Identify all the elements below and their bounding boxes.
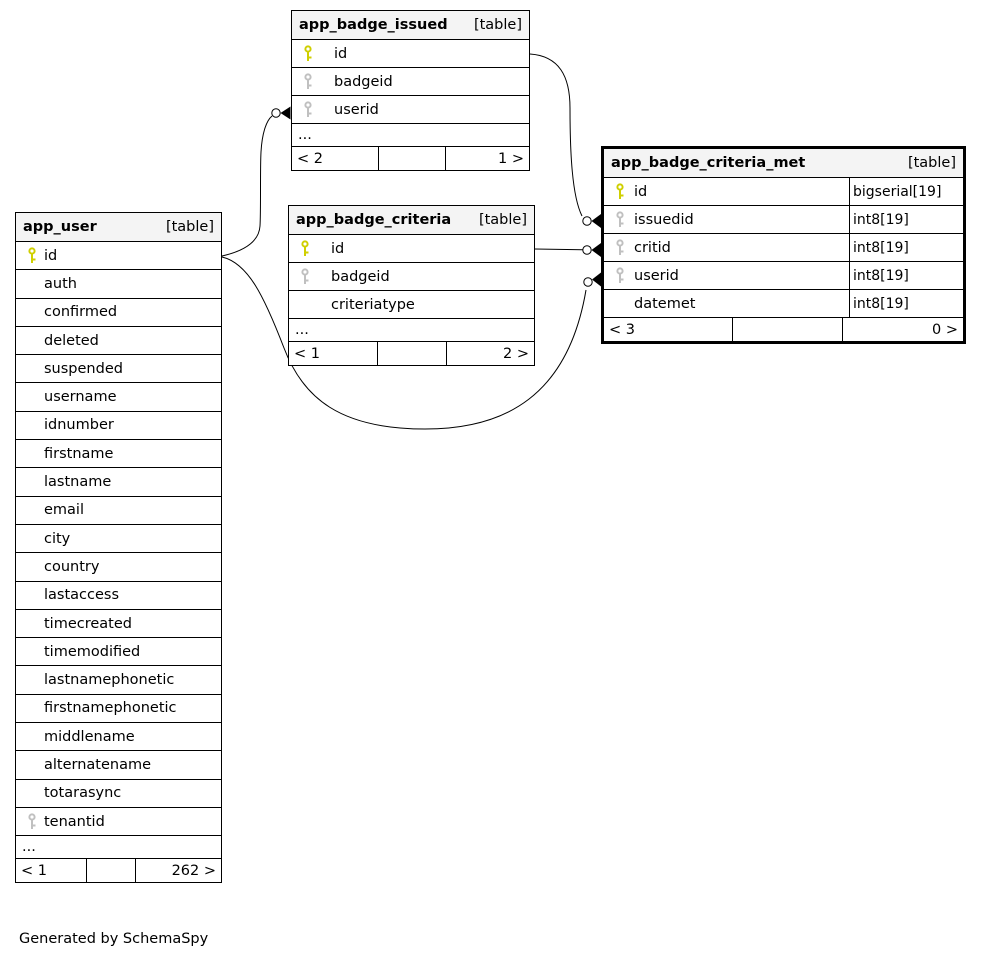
primary-key-icon [24, 247, 40, 264]
relationship-criteria-to-criteria-met [535, 243, 601, 257]
column-row [16, 496, 221, 524]
column-row [16, 581, 221, 609]
column-name: badgeid [331, 268, 390, 285]
no-key-spacer [24, 304, 40, 321]
column-name: id [634, 183, 648, 200]
column-row [16, 779, 221, 807]
column-row [16, 269, 221, 297]
column-name: firstnamephonetic [44, 700, 177, 717]
relationship-line [530, 54, 582, 216]
column-name: middlename [44, 728, 135, 745]
column-name: city [44, 530, 71, 547]
column-row [16, 524, 221, 552]
no-key-spacer [24, 643, 40, 660]
parent-count: < 1 [294, 345, 320, 362]
column-name: country [44, 558, 100, 575]
zero-marker [272, 109, 280, 117]
no-key-spacer [24, 700, 40, 717]
table-type-label: [table] [907, 155, 956, 171]
column-name: username [44, 389, 117, 406]
zero-marker [583, 246, 591, 254]
table-name: app_user [23, 219, 97, 235]
column-name-cell [612, 290, 849, 317]
column-name: userid [334, 101, 379, 118]
no-key-spacer [24, 275, 40, 292]
column-row [289, 234, 534, 262]
foreign-key-icon [612, 267, 628, 284]
column-row [16, 722, 221, 750]
table-footer [289, 341, 534, 365]
column-name: id [331, 240, 345, 257]
column-row [604, 205, 963, 233]
arrowhead-icon [592, 273, 601, 287]
column-type: int8[19] [849, 206, 963, 233]
table-header [16, 213, 221, 241]
no-key-spacer [24, 445, 40, 462]
parent-count: < 3 [609, 321, 635, 338]
table-app-user[interactable] [15, 212, 222, 883]
table-footer [604, 317, 963, 341]
column-name-cell [612, 234, 849, 261]
column-row [292, 39, 529, 67]
table-type-label: [table] [473, 17, 522, 33]
column-name: datemet [634, 295, 696, 312]
no-key-spacer [24, 389, 40, 406]
column-type: int8[19] [849, 234, 963, 261]
column-name-cell [612, 178, 849, 205]
more-columns-ellipsis: ... [289, 318, 534, 341]
no-key-spacer [24, 615, 40, 632]
no-key-spacer [612, 295, 628, 312]
column-name: totarasync [44, 785, 122, 802]
column-row [16, 637, 221, 665]
no-key-spacer [24, 587, 40, 604]
no-key-spacer [297, 296, 313, 313]
parent-count: < 2 [297, 150, 323, 167]
no-key-spacer [24, 332, 40, 349]
column-row [289, 290, 534, 318]
column-name: confirmed [44, 304, 118, 321]
table-app-badge-criteria-met[interactable] [601, 146, 966, 344]
column-name: critid [634, 239, 671, 256]
column-row [16, 694, 221, 722]
column-row [16, 439, 221, 467]
schemaspy-credit: Generated by SchemaSpy [19, 931, 209, 947]
column-name: userid [634, 267, 679, 284]
table-type-label: [table] [165, 219, 214, 235]
no-key-spacer [24, 756, 40, 773]
column-name: timecreated [44, 615, 132, 632]
relationship-badge-issued-to-criteria-met [530, 54, 601, 228]
column-row [16, 665, 221, 693]
column-name: firstname [44, 445, 114, 462]
column-row [16, 609, 221, 637]
foreign-key-icon [612, 239, 628, 256]
arrowhead-icon [592, 243, 602, 257]
no-key-spacer [24, 417, 40, 434]
column-row [16, 382, 221, 410]
column-row [604, 177, 963, 205]
column-name: auth [44, 275, 77, 292]
column-row [16, 552, 221, 580]
arrowhead-icon [281, 107, 291, 120]
table-name: app_badge_criteria_met [611, 155, 806, 171]
column-row [289, 262, 534, 290]
footer-spacer [378, 147, 446, 170]
column-row [16, 241, 221, 269]
table-name: app_badge_issued [299, 17, 448, 33]
column-name: timemodified [44, 643, 141, 660]
column-type: int8[19] [849, 290, 963, 317]
no-key-spacer [24, 530, 40, 547]
column-type: int8[19] [849, 262, 963, 289]
foreign-key-icon [300, 101, 316, 118]
column-name: deleted [44, 332, 99, 349]
column-name: lastnamephonetic [44, 672, 175, 689]
column-row [292, 95, 529, 123]
no-key-spacer [24, 728, 40, 745]
table-name: app_badge_criteria [296, 212, 452, 228]
column-name-cell [612, 262, 849, 289]
table-header [604, 149, 963, 177]
column-name: id [44, 247, 58, 264]
column-row [16, 298, 221, 326]
column-name-cell [612, 206, 849, 233]
column-row [604, 233, 963, 261]
no-key-spacer [24, 474, 40, 491]
relationship-line [535, 249, 583, 250]
parent-count: < 1 [21, 862, 47, 879]
child-count: 0 > [932, 321, 958, 338]
no-key-spacer [24, 360, 40, 377]
footer-spacer [732, 318, 843, 341]
column-row [292, 67, 529, 95]
footer-spacer [86, 859, 136, 882]
column-name: email [44, 502, 84, 519]
table-header [292, 11, 529, 39]
column-name: suspended [44, 360, 123, 377]
primary-key-icon [297, 240, 313, 257]
foreign-key-icon [297, 268, 313, 285]
column-row [16, 467, 221, 495]
foreign-key-icon [24, 813, 40, 830]
column-row [16, 750, 221, 778]
no-key-spacer [24, 502, 40, 519]
column-row [16, 326, 221, 354]
column-row [16, 807, 221, 835]
primary-key-icon [300, 45, 316, 62]
primary-key-icon [612, 183, 628, 200]
table-app-badge-criteria[interactable] [288, 205, 535, 366]
column-row [16, 411, 221, 439]
zero-marker [583, 217, 591, 225]
table-footer [16, 858, 221, 882]
foreign-key-icon [300, 73, 316, 90]
column-type: bigserial[19] [849, 178, 963, 205]
column-name: lastaccess [44, 587, 120, 604]
column-name: issuedid [634, 211, 694, 228]
column-row [604, 261, 963, 289]
column-row [16, 354, 221, 382]
column-name: id [334, 45, 348, 62]
column-name: idnumber [44, 417, 114, 434]
table-header [289, 206, 534, 234]
footer-spacer [377, 342, 447, 365]
no-key-spacer [24, 785, 40, 802]
table-footer [292, 146, 529, 170]
table-type-label: [table] [478, 212, 527, 228]
relationship-user-to-badge-issued [222, 107, 291, 257]
child-count: 2 > [503, 345, 529, 362]
child-count: 1 > [498, 150, 524, 167]
foreign-key-icon [612, 211, 628, 228]
child-count: 262 > [171, 862, 216, 879]
column-name: tenantid [44, 813, 105, 830]
arrowhead-icon [592, 214, 602, 228]
column-name: badgeid [334, 73, 393, 90]
zero-marker [584, 278, 592, 286]
more-columns-ellipsis: ... [292, 123, 529, 146]
column-row [604, 289, 963, 317]
no-key-spacer [24, 558, 40, 575]
relationship-line [222, 116, 272, 256]
table-app-badge-issued[interactable] [291, 10, 530, 171]
column-name: criteriatype [331, 296, 415, 313]
no-key-spacer [24, 672, 40, 689]
more-columns-ellipsis: ... [16, 835, 221, 858]
column-name: alternatename [44, 756, 152, 773]
column-name: lastname [44, 474, 112, 491]
